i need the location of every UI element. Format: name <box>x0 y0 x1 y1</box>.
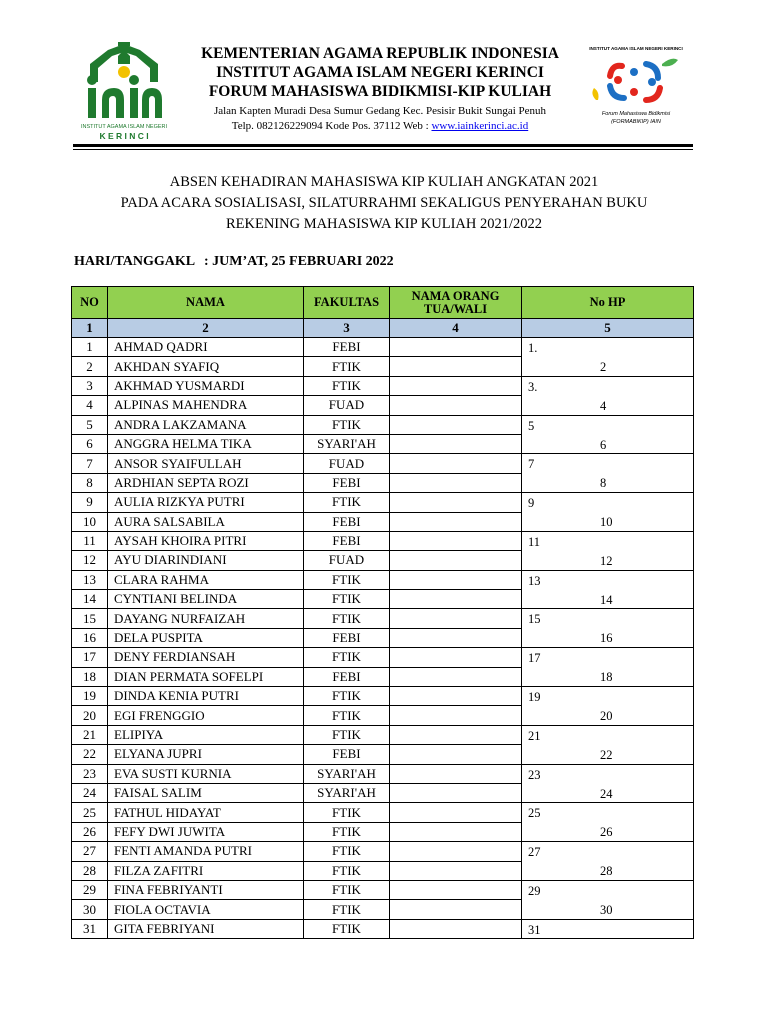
row-number: 17 <box>72 648 108 667</box>
student-name: FATHUL HIDAYAT <box>108 803 304 822</box>
student-name: EVA SUSTI KURNIA <box>108 764 304 783</box>
attendance-table <box>71 286 694 939</box>
parent-name-cell <box>390 880 522 899</box>
table-row <box>72 648 694 667</box>
date-row <box>74 254 394 270</box>
logo-caption-2: K E R I N C I <box>99 131 149 141</box>
student-name: AULIA RIZKYA PUTRI <box>108 493 304 512</box>
faculty: FTIK <box>304 590 390 609</box>
faculty: FUAD <box>304 396 390 415</box>
parent-name-cell <box>390 648 522 667</box>
student-name: ANGGRA HELMA TIKA <box>108 434 304 453</box>
row-number: 20 <box>72 706 108 725</box>
table-row <box>72 454 694 473</box>
institute-name: INSTITUT AGAMA ISLAM NEGERI KERINCI <box>216 64 544 81</box>
faculty: SYARI'AH <box>304 783 390 802</box>
website-link[interactable]: www.iainkerinci.ac.id <box>431 120 529 132</box>
phone-number-even: 22 <box>600 747 613 762</box>
parent-name-cell <box>390 551 522 570</box>
faculty: FTIK <box>304 919 390 938</box>
table-header-row <box>72 287 694 319</box>
faculty: FUAD <box>304 551 390 570</box>
phone-cell <box>522 687 694 726</box>
row-number: 13 <box>72 570 108 589</box>
col-header-fakultas: FAKULTAS <box>304 287 390 319</box>
table-row <box>72 570 694 589</box>
phone-number-odd: 23 <box>528 767 541 782</box>
student-name: AURA SALSABILA <box>108 512 304 531</box>
parent-name-cell <box>390 609 522 628</box>
row-number: 12 <box>72 551 108 570</box>
right-logo-top-text: INSTITUT AGAMA ISLAM NEGERI KERINCI <box>589 46 683 51</box>
phone-number-even: 2 <box>600 360 607 374</box>
row-number: 18 <box>72 667 108 686</box>
student-name: ELIPIYA <box>108 725 304 744</box>
parent-name-cell <box>390 667 522 686</box>
student-name: AHMAD QADRI <box>108 338 304 357</box>
faculty: FTIK <box>304 706 390 725</box>
row-number: 10 <box>72 512 108 531</box>
phone-cell <box>522 531 694 570</box>
student-name: AYU DIARINDIANI <box>108 551 304 570</box>
parent-name-cell <box>390 706 522 725</box>
faculty: FTIK <box>304 648 390 667</box>
title-line-2: PADA ACARA SOSIALISASI, SILATURRAHMI SEKALIGUS PENYERAHAN BUKU <box>120 195 648 211</box>
table-row <box>72 842 694 861</box>
col-number: 2 <box>108 319 304 338</box>
student-name: ANSOR SYAIFULLAH <box>108 454 304 473</box>
student-name: FILZA ZAFITRI <box>108 861 304 880</box>
row-number: 27 <box>72 842 108 861</box>
faculty: FTIK <box>304 570 390 589</box>
faculty: FEBI <box>304 628 390 647</box>
phone-number-even: 28 <box>600 864 613 879</box>
phone-number-even: 12 <box>600 553 613 568</box>
parent-name-cell <box>390 822 522 841</box>
row-number: 11 <box>72 531 108 550</box>
parent-name-cell <box>390 590 522 609</box>
student-name: DELA PUSPITA <box>108 628 304 647</box>
phone-number-odd: 1. <box>528 341 538 355</box>
parent-name-cell <box>390 919 522 938</box>
student-name: FINA FEBRIYANTI <box>108 880 304 899</box>
student-name: CYNTIANI BELINDA <box>108 590 304 609</box>
title-line-1: ABSEN KEHADIRAN MAHASISWA KIP KULIAH ANGKATAN 2021 <box>169 174 599 190</box>
phone-number-even: 6 <box>600 437 607 452</box>
parent-name-cell <box>390 512 522 531</box>
row-number: 4 <box>72 396 108 415</box>
faculty: FTIK <box>304 900 390 919</box>
parent-name-cell <box>390 628 522 647</box>
col-number: 5 <box>522 319 694 338</box>
phone-number-even: 10 <box>600 515 613 530</box>
parent-name-cell <box>390 842 522 861</box>
parent-name-cell <box>390 725 522 744</box>
row-number: 3 <box>72 376 108 395</box>
faculty: SYARI'AH <box>304 434 390 453</box>
row-number: 28 <box>72 861 108 880</box>
parent-name-cell <box>390 783 522 802</box>
table-row <box>72 880 694 899</box>
phone-cell <box>522 376 694 415</box>
contact-line <box>180 119 580 134</box>
phone-number-even: 16 <box>600 631 613 646</box>
iain-kerinci-logo <box>78 42 170 142</box>
phone-number-even: 8 <box>600 476 607 491</box>
phone-number-odd: 3. <box>528 379 538 394</box>
student-name: EGI FRENGGIO <box>108 706 304 725</box>
phone-cell <box>522 764 694 803</box>
row-number: 23 <box>72 764 108 783</box>
row-number: 31 <box>72 919 108 938</box>
table-row <box>72 531 694 550</box>
faculty: FTIK <box>304 357 390 376</box>
table-row <box>72 764 694 783</box>
student-name: FEFY DWI JUWITA <box>108 822 304 841</box>
student-name: AKHMAD YUSMARDI <box>108 376 304 395</box>
parent-name-cell <box>390 493 522 512</box>
logo-caption-1: INSTITUT AGAMA ISLAM NEGERI <box>80 124 168 130</box>
table-row <box>72 803 694 822</box>
faculty: FEBI <box>304 512 390 531</box>
row-number: 22 <box>72 745 108 764</box>
faculty: FTIK <box>304 725 390 744</box>
phone-cell <box>522 842 694 881</box>
address: Jalan Kapten Muradi Desa Sumur Gedang Kec. Pesisir Bukit Sungai Penuh <box>213 105 547 117</box>
phone-number-even: 24 <box>600 786 613 801</box>
phone-number-odd: 11 <box>528 534 541 549</box>
phone-cell <box>522 648 694 687</box>
student-name: GITA FEBRIYANI <box>108 919 304 938</box>
phone-number-even: 4 <box>600 398 607 413</box>
header-divider-thick <box>73 144 693 147</box>
phone-cell <box>522 725 694 764</box>
table-row <box>72 919 694 938</box>
row-number: 14 <box>72 590 108 609</box>
row-number: 25 <box>72 803 108 822</box>
table-row <box>72 493 694 512</box>
row-number: 8 <box>72 473 108 492</box>
phone-number-odd: 27 <box>528 845 541 860</box>
parent-name-cell <box>390 454 522 473</box>
forum-name: FORUM MAHASISWA BIDIKMISI-KIP KULIAH <box>208 83 552 100</box>
student-name: DAYANG NURFAIZAH <box>108 609 304 628</box>
phone-number-even: 18 <box>600 670 613 685</box>
table-row <box>72 687 694 706</box>
phone-number-odd: 13 <box>528 573 541 588</box>
phone-number-even: 26 <box>600 825 613 840</box>
parent-name-cell <box>390 803 522 822</box>
phone-number-odd: 25 <box>528 806 541 821</box>
contact-text: Telp. 082126229094 Kode Pos. 37112 Web : <box>231 120 432 132</box>
phone-cell <box>522 570 694 609</box>
phone-number-odd: 31 <box>528 922 541 937</box>
col-number: 3 <box>304 319 390 338</box>
parent-name-cell <box>390 570 522 589</box>
header-divider-thin <box>73 149 693 150</box>
student-name: ELYANA JUPRI <box>108 745 304 764</box>
col-header-no: NO <box>72 287 108 319</box>
date-value: : JUM’AT, 25 FEBRUARI 2022 <box>204 254 394 269</box>
phone-number-odd: 5 <box>528 418 535 433</box>
phone-cell <box>522 919 694 938</box>
table-row <box>72 415 694 434</box>
phone-number-even: 20 <box>600 709 613 724</box>
phone-number-odd: 19 <box>528 690 541 705</box>
parent-name-cell <box>390 396 522 415</box>
col-number: 4 <box>390 319 522 338</box>
faculty: FTIK <box>304 376 390 395</box>
student-name: ANDRA LAKZAMANA <box>108 415 304 434</box>
parent-name-cell <box>390 531 522 550</box>
table-row <box>72 338 694 357</box>
letterhead <box>0 0 768 150</box>
faculty: FTIK <box>304 880 390 899</box>
faculty: FEBI <box>304 745 390 764</box>
row-number: 24 <box>72 783 108 802</box>
title-line-3: REKENING MAHASISWA KIP KULIAH 2021/2022 <box>225 216 543 232</box>
faculty: FEBI <box>304 667 390 686</box>
table-row <box>72 725 694 744</box>
row-number: 15 <box>72 609 108 628</box>
parent-name-cell <box>390 338 522 357</box>
parent-name-cell <box>390 900 522 919</box>
row-number: 9 <box>72 493 108 512</box>
student-name: AKHDAN SYAFIQ <box>108 357 304 376</box>
faculty: FTIK <box>304 861 390 880</box>
faculty: FTIK <box>304 803 390 822</box>
row-number: 5 <box>72 415 108 434</box>
row-number: 7 <box>72 454 108 473</box>
table-row <box>72 376 694 395</box>
date-label: HARI/TANGGAKL <box>74 254 196 269</box>
phone-cell <box>522 415 694 454</box>
student-name: DINDA KENIA PUTRI <box>108 687 304 706</box>
faculty: FTIK <box>304 493 390 512</box>
student-name: FENTI AMANDA PUTRI <box>108 842 304 861</box>
phone-cell <box>522 609 694 648</box>
phone-cell <box>522 880 694 919</box>
phone-number-even: 30 <box>600 902 613 917</box>
faculty: FTIK <box>304 687 390 706</box>
faculty: FTIK <box>304 415 390 434</box>
phone-number-odd: 9 <box>528 496 535 511</box>
parent-name-cell <box>390 376 522 395</box>
phone-number-odd: 15 <box>528 612 541 627</box>
row-number: 16 <box>72 628 108 647</box>
parent-name-cell <box>390 434 522 453</box>
parent-name-cell <box>390 687 522 706</box>
student-name: FAISAL SALIM <box>108 783 304 802</box>
faculty: FEBI <box>304 531 390 550</box>
phone-cell <box>522 454 694 493</box>
parent-name-cell <box>390 745 522 764</box>
parent-name-cell <box>390 764 522 783</box>
phone-cell <box>522 338 694 377</box>
col-header-nama: NAMA <box>108 287 304 319</box>
phone-cell <box>522 803 694 842</box>
student-name: ALPINAS MAHENDRA <box>108 396 304 415</box>
right-logo-bottom-2: (FORMABIKIP) IAIN <box>611 119 661 125</box>
row-number: 26 <box>72 822 108 841</box>
column-number-row <box>72 319 694 338</box>
row-number: 2 <box>72 357 108 376</box>
formabikip-logo <box>588 44 684 128</box>
student-name: CLARA RAHMA <box>108 570 304 589</box>
phone-number-even: 14 <box>600 592 613 607</box>
faculty: FTIK <box>304 842 390 861</box>
parent-name-cell <box>390 357 522 376</box>
col-header-wali: NAMA ORANG TUA/WALI <box>390 287 522 319</box>
faculty: FTIK <box>304 609 390 628</box>
parent-name-cell <box>390 473 522 492</box>
row-number: 19 <box>72 687 108 706</box>
student-name: FIOLA OCTAVIA <box>108 900 304 919</box>
phone-number-odd: 17 <box>528 651 541 666</box>
phone-number-odd: 7 <box>528 457 535 472</box>
row-number: 6 <box>72 434 108 453</box>
phone-number-odd: 29 <box>528 883 541 898</box>
table-body <box>72 338 694 939</box>
row-number: 1 <box>72 338 108 357</box>
faculty: FEBI <box>304 473 390 492</box>
parent-name-cell <box>390 861 522 880</box>
student-name: AYSAH KHOIRA PITRI <box>108 531 304 550</box>
student-name: DENY FERDIANSAH <box>108 648 304 667</box>
col-header-hp: No HP <box>522 287 694 319</box>
phone-cell <box>522 493 694 532</box>
col-number: 1 <box>72 319 108 338</box>
right-logo-bottom-1: Forum Mahasiswa Bidikmisi <box>601 111 671 117</box>
faculty: FTIK <box>304 822 390 841</box>
faculty: FEBI <box>304 338 390 357</box>
document-title <box>60 172 708 235</box>
row-number: 21 <box>72 725 108 744</box>
table-row <box>72 609 694 628</box>
ministry-name: KEMENTERIAN AGAMA REPUBLIK INDONESIA <box>201 45 559 62</box>
faculty: FUAD <box>304 454 390 473</box>
faculty: SYARI'AH <box>304 764 390 783</box>
parent-name-cell <box>390 415 522 434</box>
student-name: ARDHIAN SEPTA ROZI <box>108 473 304 492</box>
phone-number-odd: 21 <box>528 728 541 743</box>
row-number: 29 <box>72 880 108 899</box>
row-number: 30 <box>72 900 108 919</box>
student-name: DIAN PERMATA SOFELPI <box>108 667 304 686</box>
